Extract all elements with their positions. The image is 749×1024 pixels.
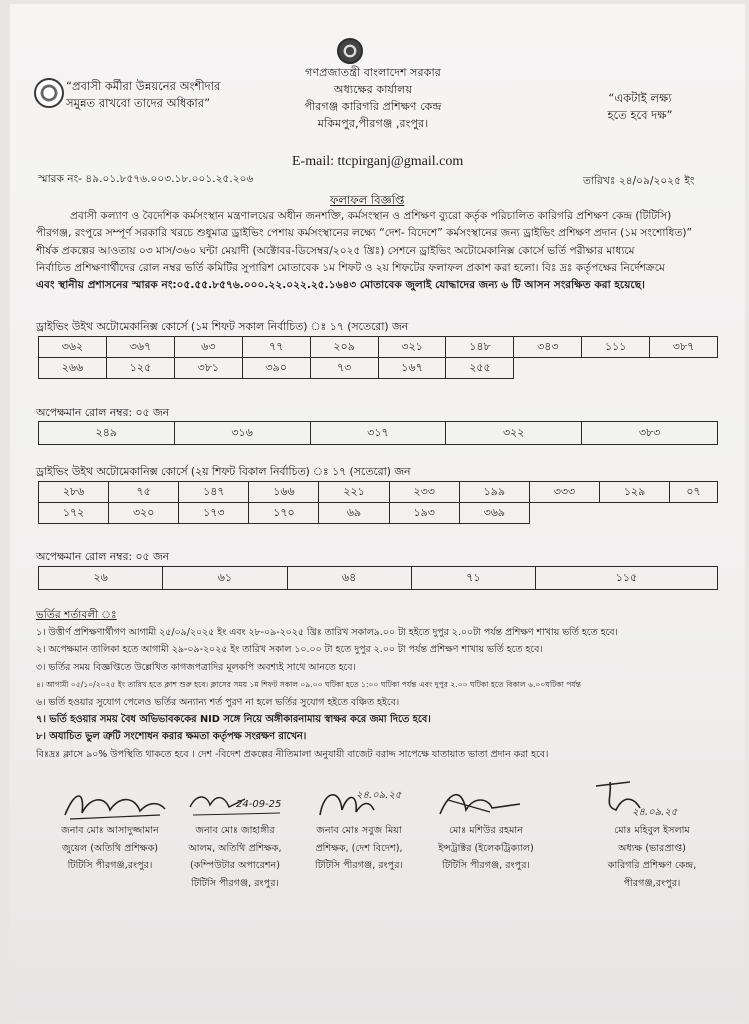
- shift1-roll-table: [38, 336, 718, 379]
- roll-cell: ১৬৬: [249, 482, 319, 503]
- shift1-waiting-table: [38, 421, 718, 445]
- shift2-title: ড্রাইভিং উইথ অটোমেকানিক্স কোর্সে (২য় শিফট বিকাল নির্বাচিত) ঃ ১৭ (সতেরো) জন: [36, 465, 411, 478]
- signatory-name: জনাব মোঃ আসাদুজ্জামান: [61, 825, 159, 836]
- signatory-name: জনাব মোঃ জাহাঙ্গীর: [195, 825, 275, 836]
- roll-cell: ২০৯: [310, 337, 378, 358]
- right-slogan-line1: “একটাই লক্ষ্য: [608, 91, 672, 105]
- conditions-title: ভর্তির শর্তাবলী ঃ: [36, 609, 117, 621]
- roll-cell: ১৭২: [39, 503, 109, 524]
- left-slogan-line1: “প্রবাসী কর্মীরা উন্নয়নের অংশীদার: [66, 79, 221, 93]
- roll-cell: ৭৩: [310, 358, 378, 379]
- shift2-waiting-title: অপেক্ষমান রোল নম্বর: ০৫ জন: [36, 550, 170, 563]
- shift1-waiting-title: অপেক্ষমান রোল নম্বর: ০৫ জন: [36, 406, 170, 419]
- roll-cell: ১২৫: [106, 358, 174, 379]
- roll-cell: ২৬৬: [39, 358, 107, 379]
- roll-cell: ১২৯: [600, 482, 670, 503]
- shift2-waiting-table: [38, 566, 718, 590]
- signatory-3: [300, 822, 418, 875]
- roll-cell: ৬৩: [174, 337, 242, 358]
- signatory-1: [50, 822, 170, 875]
- table-row: [39, 337, 718, 358]
- roll-cell: ৩৩৩: [529, 482, 599, 503]
- table-row: [39, 482, 718, 503]
- signatory-designation: প্রশিক্ষক, (দেশ বিদেশ),: [315, 842, 403, 854]
- notice-body-line: শীর্ষক প্রকল্পের আওতায় ০৩ মাস/৩৬০ ঘন্টা মেয়াদী (অক্টোবর-ডিসেম্বর/২০২৫ খ্রিঃ) সেশনে ড্রাইভিং অটোমেকানিক্স কোর্সে ভর্তি পরীক্ষার মাধ্যমে: [36, 244, 635, 257]
- roll-cell: ৩৬৭: [106, 337, 174, 358]
- roll-cell: ১৪৮: [446, 337, 514, 358]
- condition-item: ৩। ভর্তির সময় বিজ্ঞপ্তিতে উল্লেখিত কাগজপত্রাদির মূলকপি অবশ্যই সাথে আনতে হবে।: [36, 661, 356, 673]
- signature-3-date: ২৪.০৯.২৫: [356, 790, 402, 801]
- govt-name: গণপ্রজাতন্ত্রী বাংলাদেশ সরকার: [305, 66, 441, 79]
- roll-cell: ১১৫: [535, 567, 717, 590]
- signatory-name: মোঃ মহিবুল ইসলাম: [614, 825, 690, 836]
- empty-cell: [529, 503, 599, 524]
- signatory-5: [584, 822, 720, 892]
- memo-number: স্মারক নং- ৪৯.০১.৮৫৭৬.০০৩.১৮.০০১.২৫.২০৬: [38, 173, 254, 185]
- roll-cell: ৩৬৯: [459, 503, 529, 524]
- signatory-designation: জুয়েল (অতিথি প্রশিক্ষক): [61, 842, 159, 854]
- conditions-list: [36, 624, 726, 763]
- roll-cell: ৩৮৩: [582, 422, 718, 445]
- left-slogan: [66, 78, 220, 112]
- roll-cell: ৩৮১: [174, 358, 242, 379]
- signatory-designation: ইন্সট্রাক্টর (ইলেকট্রিক্যাল): [438, 842, 534, 854]
- roll-cell: ১৭০: [249, 503, 319, 524]
- signatory-office: টিটিসি পীরগঞ্জ,রংপুর।: [67, 860, 153, 871]
- roll-cell: ১৭৩: [179, 503, 249, 524]
- center-address: মকিমপুর,পীরগঞ্জ ,রংপুর।: [317, 117, 429, 130]
- ttc-logo-icon: [34, 78, 64, 108]
- table-row: [39, 503, 718, 524]
- office-name: অধ্যক্ষের কার্যালয়: [333, 83, 413, 96]
- empty-cell: [600, 503, 670, 524]
- signatory-4: [420, 822, 552, 875]
- signature-2-date: 24-09-25: [236, 799, 282, 810]
- notice-body-line: পীরগঞ্জ, রংপুরে সম্পূর্ণ সরকারি খরচে শুধুমাত্র ড্রাইভিং পেশায় কর্মসংস্থানের লক্ষ্যে “দেশ- বিদেশে” কর্মসংস্থানের জন্য ড্রাইভিং প্রশিক্ষণ প্রদান (১ম সংশোধিত)”: [36, 227, 693, 240]
- roll-cell: ৩৯০: [242, 358, 310, 379]
- signatory-office: টিটিসি পীরগঞ্জ, রংপুর।: [315, 860, 403, 871]
- signature-4-mark: [430, 782, 530, 827]
- roll-cell: ৩২২: [446, 422, 582, 445]
- roll-cell: ৬৪: [287, 567, 411, 590]
- roll-cell: ৭৭: [242, 337, 310, 358]
- roll-cell: ১১১: [582, 337, 650, 358]
- roll-cell: ২৬: [39, 567, 163, 590]
- email-address[interactable]: E-mail: ttcpirganj@gmail.com: [292, 154, 464, 169]
- notice-body-line: প্রবাসী কল্যাণ ও বৈদেশিক কর্মসংস্থান মন্ত্রণালয়ের অধীন জনশক্তি, কর্মসংস্থান ও প্রশিক্ষণ ব্যুরো কর্তৃক পরিচালিত কারিগরি প্রশিক্ষণ কেন্দ্র (টিটিসি): [70, 210, 672, 222]
- shift1-title: ড্রাইভিং উইথ অটোমেকানিক্স কোর্সে (১ম শিফট সকাল নির্বাচিত) ঃ ১৭ (সতেরো) জন: [36, 320, 409, 333]
- signature-1-mark: [60, 785, 170, 825]
- empty-cell: [670, 503, 718, 524]
- condition-note: বিঃদ্রঃ ক্লাসে ৯০% উপস্থিতি থাকতে হবে । দেশ -বিদেশ প্রকল্পের নীতিমালা অনুযায়ী বাজেট বরাদ্দ সাপেক্ষে যাতায়াত ভাতা প্রদান করা হবে।: [36, 748, 549, 760]
- signatory-office: কারিগরি প্রশিক্ষণ কেন্দ্র,: [607, 860, 697, 871]
- signatory-name: মোঃ মশিউর রহমান: [449, 825, 523, 836]
- empty-cell: [650, 358, 718, 379]
- roll-cell: ৬৯: [319, 503, 389, 524]
- table-row: [39, 567, 718, 590]
- roll-cell: ৩৮৭: [650, 337, 718, 358]
- government-seal-icon: [337, 38, 363, 64]
- condition-item: ৭। ভর্তি হওয়ার সময় বৈধ অভিভাবককের NID সঙ্গে নিয়ে অঙ্গীকারনামায় স্বাক্ষর করে জমা দিতে হবে।: [36, 714, 431, 726]
- roll-cell: ২৮৬: [39, 482, 109, 503]
- roll-cell: ৩১৬: [174, 422, 310, 445]
- condition-item: ৮। অযাচিত ভুল ত্রুটি সংশোধন করার ক্ষমতা কর্তৃপক্ষ সংরক্ষণ রাখেন।: [36, 731, 307, 743]
- table-row: [39, 422, 718, 445]
- table-row: [39, 358, 718, 379]
- signature-5-date: ২৪.০৯.২৫: [632, 807, 678, 818]
- notice-body-line: এবং স্থানীয় প্রশাসনের স্মারক নং:০৫.৫৫.৮৫৭৬.০০০.২২.০২২.২৫.১৬৪৩ মোতাবেক জুলাই যোদ্ধাদের জন্য ৬ টি আসন সংরক্ষিত করা হয়েছে।: [36, 279, 645, 292]
- roll-cell: ১৯৩: [389, 503, 459, 524]
- right-slogan-line2: হতে হবে দক্ষ”: [607, 108, 673, 122]
- notice-body: [36, 208, 716, 294]
- roll-cell: ৩৪৩: [514, 337, 582, 358]
- roll-cell: ১৯৯: [459, 482, 529, 503]
- empty-cell: [582, 358, 650, 379]
- roll-cell: ০৭: [670, 482, 718, 503]
- condition-item: ২। অপেক্ষমান তালিকা হতে আগামী ২৯-০৯-২০২৫ ইং তারিখ সকাল ১০.০০ টা হতে দুপুর ২.০০ টা পর্যন্ত প্রশিক্ষণ শাখায় ভর্তি হতে হবে।: [36, 644, 543, 656]
- roll-cell: ৩২১: [378, 337, 446, 358]
- roll-cell: ২৫৫: [446, 358, 514, 379]
- roll-cell: ৭১: [411, 567, 535, 590]
- notice-body-line: নির্বাচিত প্রশিক্ষণার্থীদের রোল নম্বর ভর্তি কমিটির সুপারিশ মোতাবেক ১ম শিফট ও ২য় শিফটের ফলাফল প্রকাশ করা হলো। বিঃ দ্রঃ কর্তৃপক্ষের নির্দেশক্রমে: [36, 261, 665, 274]
- condition-item: ৬। ভর্তি হওয়ার সুযোগ পেলেও ভর্তির অন্যান্য শর্ত পুরণ না হলে ভর্তির সুযোগ হইতে বঞ্চিত হইবে।: [36, 696, 400, 708]
- signatory-2: [172, 822, 298, 892]
- empty-cell: [514, 358, 582, 379]
- roll-cell: ৩১৭: [310, 422, 446, 445]
- signatory-designation: অধ্যক্ষ (ভারপ্রাপ্ত): [618, 842, 686, 854]
- roll-cell: ৩২০: [109, 503, 179, 524]
- office-header: [248, 64, 498, 132]
- condition-item: ১। উত্তীর্ণ প্রশিক্ষণার্থীগণ আগামী ২৫/০৯/২০২৫ ইং এবং ২৮-০৯-২০২৫ খ্রিঃ তারিখ সকাল৯.০০ টা হইতে দুপুর ২.০০টা পর্যন্ত প্রশিক্ষণ শাখায় ভর্তি হতে হবে।: [36, 627, 618, 638]
- center-name: পীরগঞ্জ কারিগরি প্রশিক্ষণ কেন্দ্র: [304, 100, 442, 113]
- left-slogan-line2: সমুন্নত রাখবো তাদের অধিকার”: [66, 96, 211, 110]
- right-slogan: [580, 90, 700, 124]
- roll-cell: ২২১: [319, 482, 389, 503]
- roll-cell: ৬১: [163, 567, 287, 590]
- signatory-name: জনাব মোঃ সবুজ মিয়া: [316, 825, 402, 836]
- memo-date: তারিখঃ ২৪/০৯/২০২৫ ইং: [583, 175, 695, 187]
- roll-cell: ৩৬২: [39, 337, 107, 358]
- condition-item: ৪। আগামী ০৫/১০/২০২৫ ইং তারিখ হতে ক্লাশ শুরু হবে। ক্লাসের সময় ১ম শিফট সকাল ০৯.০০ ঘটিকা হতে ১:০০ ঘটিকা পর্যন্ত এবং দুপুর ২.০০ ঘটিকা হতে বিকাল ৬.০০ঘটিকা পর্যন্ত: [36, 680, 581, 690]
- roll-cell: ২৩৩: [389, 482, 459, 503]
- signatory-office: টিটিসি পীরগঞ্জ, রংপুর।: [442, 860, 530, 871]
- signatory-designation: আলম, অতিথি প্রশিক্ষক,: [188, 842, 282, 854]
- signatory-designation: (কম্পিউটার অপারেশন): [189, 860, 280, 871]
- roll-cell: ২৪৯: [39, 422, 175, 445]
- signatory-office: পীরগঞ্জ,রংপুর।: [623, 877, 681, 889]
- notice-title: ফলাফল বিজ্ঞপ্তি: [330, 193, 405, 207]
- roll-cell: ৭৫: [109, 482, 179, 503]
- roll-cell: ১৬৭: [378, 358, 446, 379]
- shift2-roll-table: [38, 481, 718, 524]
- roll-cell: ১৪৭: [179, 482, 249, 503]
- signatory-office: টিটিসি পীরগঞ্জ, রংপুর।: [191, 877, 279, 889]
